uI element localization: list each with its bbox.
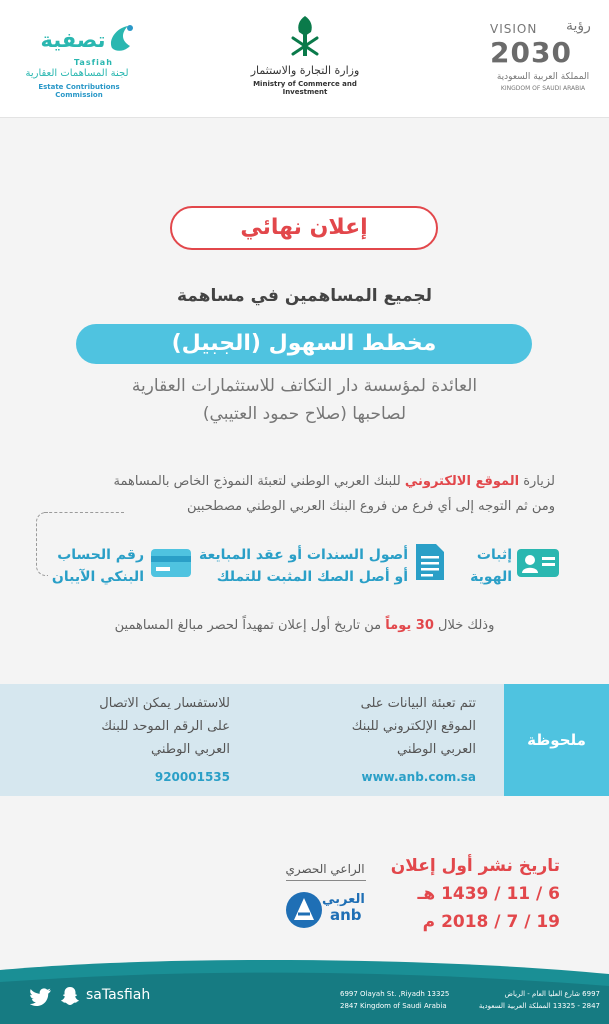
dashed-connector-top	[44, 512, 124, 513]
sponsor-divider	[286, 880, 366, 881]
tasfiah-name-en: Tasfiah	[74, 58, 113, 67]
bank-card-icon	[150, 548, 192, 578]
final-announcement-title: إعلان نهائي	[170, 206, 438, 250]
owner-line-1: العائدة لمؤسسة دار التكاتف للاستثمارات العقارية	[131, 376, 478, 396]
social-handle: saTasfiah	[86, 987, 151, 1003]
tasfiah-logo	[14, 20, 144, 100]
twitter-icon[interactable]	[30, 988, 52, 1006]
within-prefix: وذلك خلال	[438, 618, 495, 633]
ministry-logo	[232, 14, 378, 100]
address-en-line: 6997 Olayah St. ,Riyadh 13325	[340, 990, 450, 998]
doc-deed-line1: أصول السندات أو عقد المبايعة	[198, 547, 408, 563]
publish-date-gregorian: 19 / 7 / 2018 م	[422, 912, 560, 932]
note-col2-line: العربي الوطني	[151, 742, 230, 757]
tasfiah-name-ar: تصفية	[40, 28, 106, 52]
vision-year: 2030	[490, 36, 572, 69]
to-all-shareholders: لجميع المساهمين في مساهمة	[176, 286, 433, 306]
tasfiah-sub-en: Estate Contributions Commission	[38, 83, 120, 99]
note-col1-line: الموقع الإلكتروني للبنك	[351, 719, 476, 734]
note-website-text	[300, 692, 476, 761]
instruction-suffix: للبنك العربي الوطني لتعبئة النموذج الخاص بالمساهمة	[113, 474, 401, 489]
within-period-text	[40, 618, 569, 633]
address-ar-line: 2847 - 13325 المملكة العربية السعودية	[478, 1002, 600, 1010]
anb-name-en: anb	[330, 906, 362, 924]
owner-line-2: لصاحبها (صلاح حمود العتيبي)	[202, 404, 407, 424]
kingdom-name-en: KINGDOM OF SAUDI ARABIA	[500, 85, 586, 92]
snapchat-icon[interactable]	[60, 986, 80, 1006]
within-suffix: من تاريخ أول إعلان تمهيداً لحصر مبالغ المساهمين	[114, 618, 382, 633]
project-name-banner: مخطط السهول (الجبيل)	[76, 324, 532, 364]
note-col2-line: على الرقم الموحد للبنك	[101, 719, 230, 734]
note-contact-text	[50, 692, 230, 761]
anb-website-link[interactable]: www.anb.com.sa	[361, 770, 476, 784]
instruction-line-1	[30, 474, 555, 489]
doc-id-line1: إثبات	[476, 547, 512, 563]
ministry-name-ar: وزارة التجارة والاستثمار	[250, 64, 360, 77]
note-label: ملحوظة	[504, 684, 609, 796]
id-card-icon	[516, 546, 560, 580]
instruction-line-2: ومن ثم التوجه إلى أي فرع من فروع البنك العربي الوطني مصطحبين	[187, 499, 555, 514]
tasfiah-sub-ar: لجنة المساهمات العقارية	[25, 68, 129, 79]
note-col1-line: تتم تعبئة البيانات على	[360, 696, 476, 711]
vision-2030-logo	[486, 18, 598, 98]
note-col2-line: للاستفسار يمكن الاتصال	[99, 696, 230, 711]
within-days: 30 يوماً	[385, 618, 434, 633]
address-en-line: 2847 Kingdom of Saudi Arabia	[340, 1002, 447, 1010]
doc-deed-text	[196, 544, 408, 588]
kingdom-name-ar: المملكة العربية السعودية	[496, 72, 590, 82]
address-ar-line: 6997 شارع العليا العام - الرياض	[504, 990, 600, 998]
document-icon	[414, 542, 446, 582]
doc-iban-line2: البنكي الآيبان	[51, 569, 144, 585]
ministry-name-en: Ministry of Commerce and Investment	[253, 80, 357, 96]
anb-name-ar: العربي	[322, 892, 365, 907]
doc-deed-line2: أو أصل الصك المثبت للتملك	[216, 569, 408, 585]
publish-date-hijri: 6 / 11 / 1439 هـ	[417, 884, 560, 904]
instruction-prefix: لزيارة	[523, 474, 555, 489]
doc-iban-line1: رقم الحساب	[57, 547, 144, 563]
footer-address-ar	[470, 988, 600, 1012]
saudi-emblem-icon	[287, 14, 323, 58]
sponsor-title: الراعي الحصري	[285, 862, 365, 876]
vision-label-ar: رؤية	[566, 18, 591, 34]
doc-id-text	[440, 544, 512, 588]
note-col1-line: العربي الوطني	[397, 742, 476, 757]
vision-label-en: VISION	[490, 22, 538, 36]
anb-phone-link[interactable]: 920001535	[154, 770, 230, 784]
publish-date-title: تاريخ نشر أول إعلان	[390, 856, 560, 876]
website-highlight: الموقع الالكتروني	[404, 474, 520, 489]
header	[0, 0, 609, 118]
doc-id-line2: الهوية	[470, 569, 512, 585]
footer-address-en	[340, 988, 460, 1012]
doc-iban-text	[38, 544, 144, 588]
